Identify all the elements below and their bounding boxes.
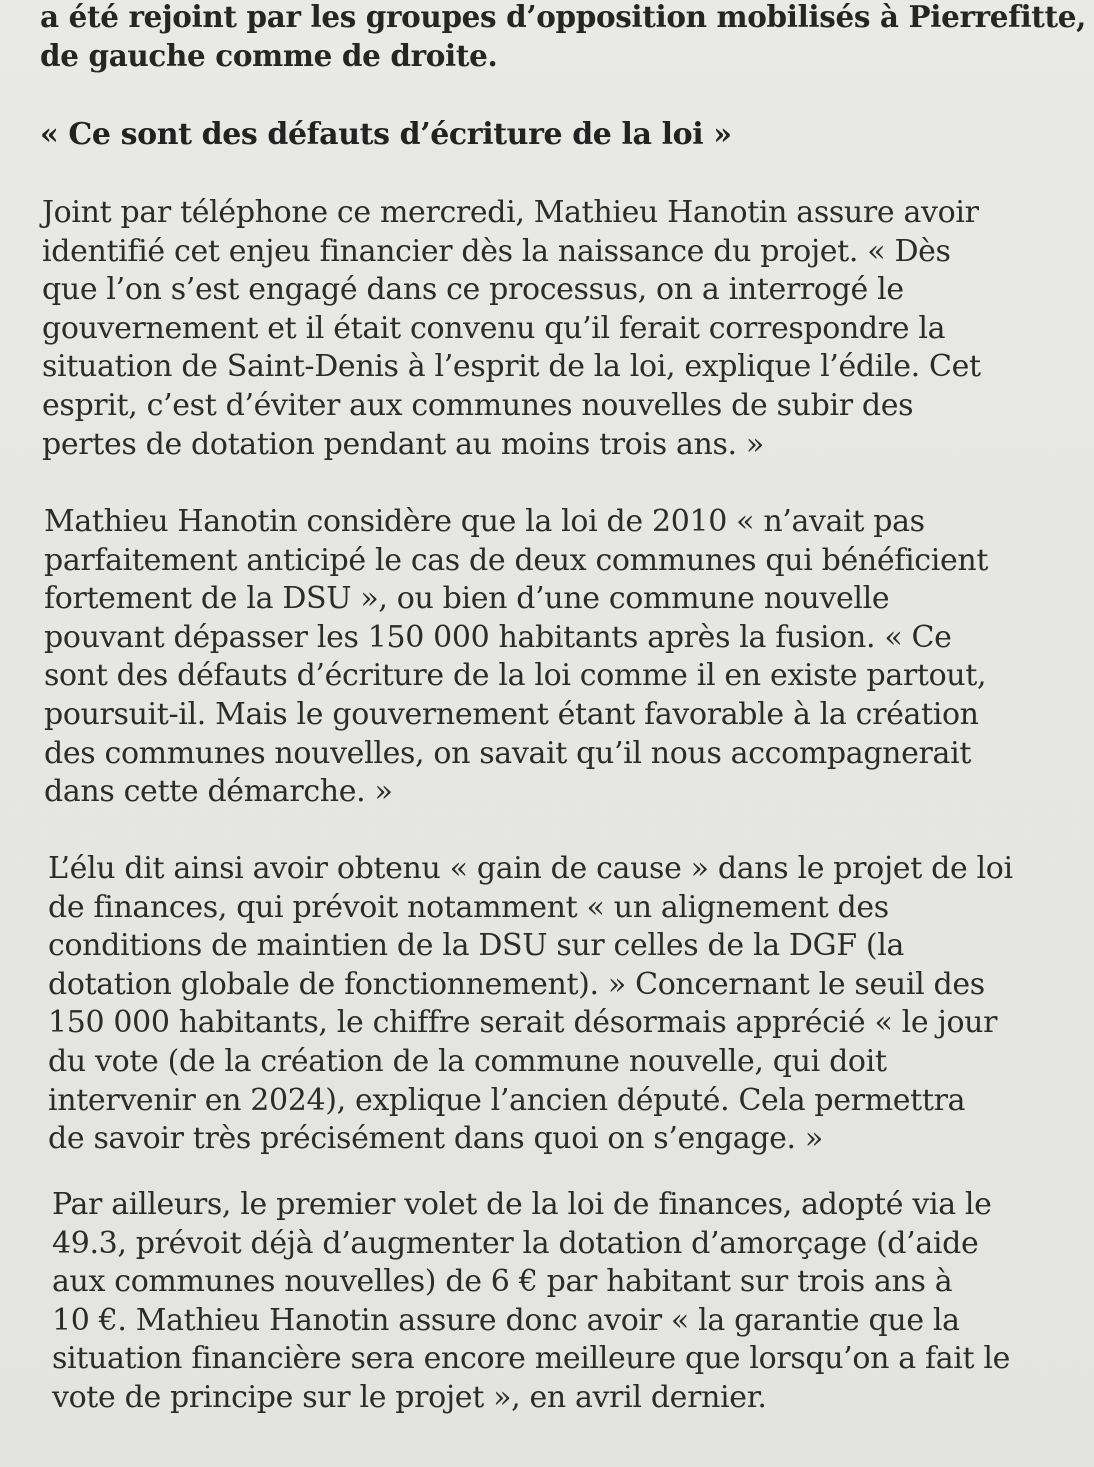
text-line: aux communes nouvelles) de 6 € par habitant sur trois ans à [52,1264,953,1300]
text-line: de finances, qui prévoit notamment « un alignement des [48,889,889,925]
text-line: intervenir en 2024), explique l’ancien député. Cela permettra [48,1082,966,1118]
body-paragraph [48,850,1013,1159]
text-line: de gauche comme de droite. [40,38,498,74]
text-line: pouvant dépasser les 150 000 habitants après la fusion. « Ce [44,619,952,655]
text-line: 49.3, prévoit déjà d’augmenter la dotation d’amorçage (d’aide [52,1225,979,1261]
text-line: conditions de maintien de la DSU sur celles de la DGF (la [48,928,905,964]
text-line: Joint par téléphone ce mercredi, Mathieu Hanotin assure avoir [42,195,979,230]
text-line: 10 €. Mathieu Hanotin assure donc avoir « la garantie que la [52,1302,960,1338]
text-line: situation financière sera encore meilleure que lorsqu’on a fait le [52,1341,1011,1377]
text-line: du vote (de la création de la commune nouvelle, qui doit [48,1043,887,1079]
text-line: esprit, c’est d’éviter aux communes nouvelles de subir des [42,387,914,423]
text-line: identifié cet enjeu financier dès la naissance du projet. « Dès [42,233,951,269]
text-line: situation de Saint-Denis à l’esprit de la loi, explique l’édile. Cet [42,349,981,385]
body-paragraph [42,194,981,464]
text-line: que l’on s’est engagé dans ce processus, on a interrogé le [42,272,904,308]
text-line: gouvernement et il était convenu qu’il ferait correspondre la [42,310,946,346]
text-line: Mathieu Hanotin considère que la loi de 2010 « n’avait pas [44,504,925,539]
lead-paragraph [40,0,1094,76]
body-paragraph [52,1186,1010,1418]
text-line: Par ailleurs, le premier volet de la loi de finances, adopté via le [52,1187,992,1222]
text-line: 150 000 habitants, le chiffre serait désormais apprécié « le jour [48,1005,998,1041]
text-line: a été rejoint par les groupes d’opposition mobilisés à Pierrefitte, [40,0,1087,35]
text-line: fortement de la DSU », ou bien d’une commune nouvelle [44,581,890,617]
text-line: poursuit-il. Mais le gouvernement étant favorable à la création [44,696,979,732]
text-line: dans cette démarche. » [44,774,393,810]
text-line: vote de principe sur le projet », en avril dernier. [52,1379,767,1415]
text-line: pertes de dotation pendant au moins trois ans. » [42,426,764,462]
body-paragraph [44,503,988,812]
text-line: des communes nouvelles, on savait qu’il nous accompagnerait [44,735,972,771]
text-line: de savoir très précisément dans quoi on s’engage. » [48,1121,823,1157]
text-line: dotation globale de fonctionnement). » Concernant le seuil des [48,966,985,1002]
section-subheading: « Ce sont des défauts d’écriture de la loi » [40,117,732,152]
text-line: parfaitement anticipé le cas de deux communes qui bénéficient [44,542,989,578]
text-line: sont des défauts d’écriture de la loi comme il en existe partout, [44,658,987,694]
text-line: L’élu dit ainsi avoir obtenu « gain de cause » dans le projet de loi [48,851,1013,886]
